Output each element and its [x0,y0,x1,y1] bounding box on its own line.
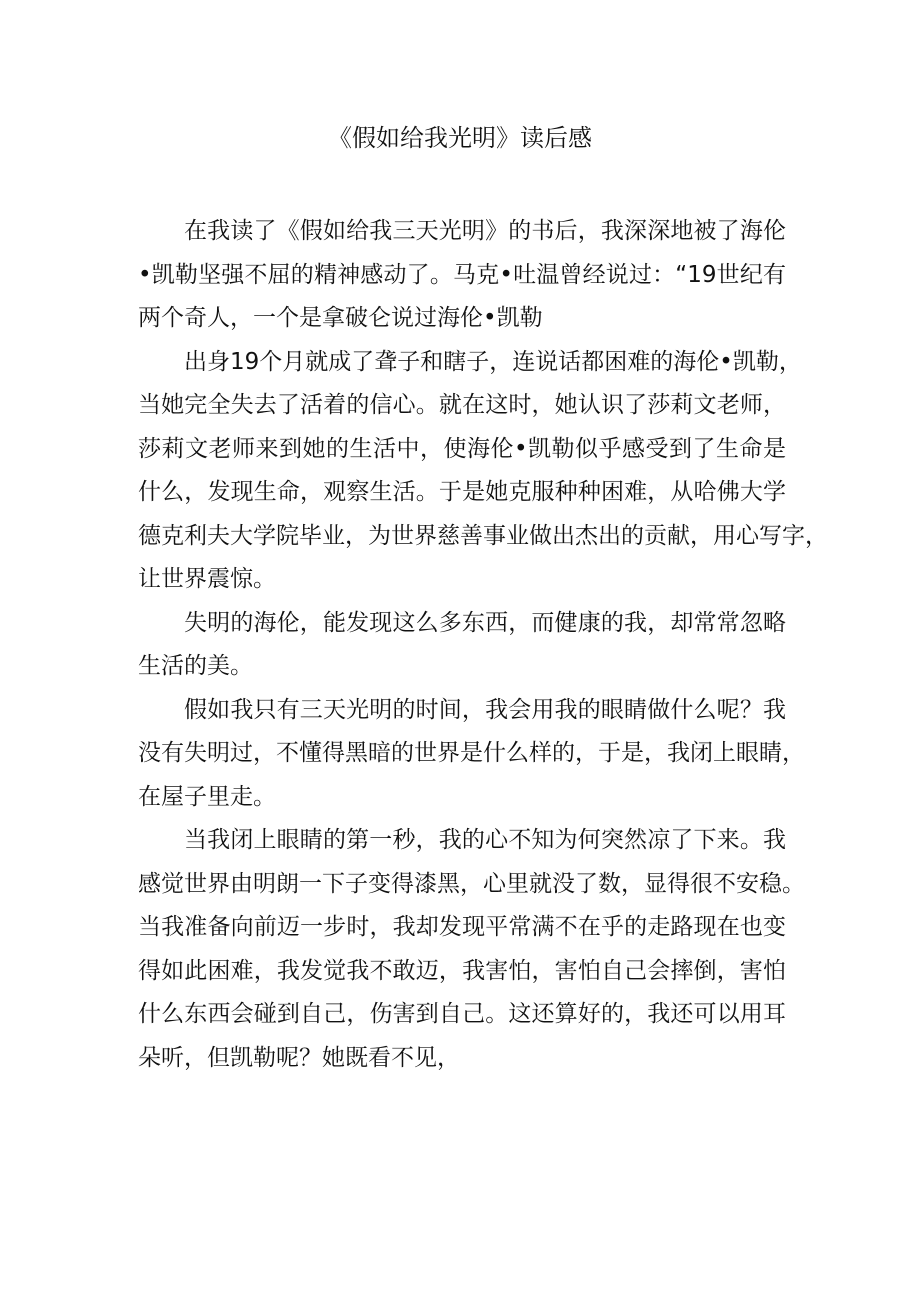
paragraph-line: 失明的海伦，能发现这么多东西，而健康的我，却常常忽略 [184,609,786,636]
paragraph-line: 生活的美。 [138,653,253,679]
paragraph-line: 什么，发现生命，观察生活。于是她克服种种困难，从哈佛大学 [138,479,786,505]
paragraph-line: 在屋子里走。 [138,783,276,810]
paragraph-line: 出身19个月就成了聋子和瞎子，连说话都困难的海伦•凯勒， [184,348,802,375]
paragraph-line: 什么东西会碰到自己，伤害到自己。这还算好的，我还可以用耳 [138,1001,786,1027]
paragraph-line: 没有失明过，不懂得黑暗的世界是什么样的，于是，我闭上眼睛， [138,740,805,766]
paragraph-line: 假如我只有三天光明的时间，我会用我的眼睛做什么呢？我 [184,696,786,723]
paragraph-line: 在我读了《假如给我三天光明》的书后，我深深地被了海伦 [184,218,786,244]
paragraph-line: 两个奇人，一个是拿破仑说过海伦•凯勒 [138,305,543,331]
paragraph-line: 让世界震惊。 [138,566,276,592]
paragraph-line: 朵听，但凯勒呢？她既看不见， [138,1044,460,1071]
paragraph-1 [138,210,786,341]
paragraph-line: 感觉世界由明朗一下子变得漆黑，心里就没了数，显得很不安稳。 [138,870,805,897]
paragraph-line: •凯勒坚强不屈的精神感动了。马克•吐温曾经说过：“19世纪有 [138,261,786,288]
paragraph-line: 得如此困难，我发觉我不敢迈，我害怕，害怕自己会摔倒，害怕 [138,957,786,984]
paragraph-4 [138,689,805,820]
paragraph-line: 德克利夫大学院毕业，为世界慈善事业做出杰出的贡献，用心写字， [138,522,828,549]
paragraph-line: 莎莉文老师来到她的生活中，使海伦•凯勒似乎感受到了生命是 [138,435,786,462]
paragraph-2 [138,341,828,602]
paragraph-line: 当我准备向前迈一步时，我却发现平常满不在乎的走路现在也变 [138,914,786,940]
paragraph-line: 当她完全失去了活着的信心。就在这时，她认识了莎莉文老师， [138,392,786,418]
paragraph-5 [138,819,805,1080]
document-title: 《假如给我光明》读后感 [328,124,592,152]
document-body [138,210,828,1080]
paragraph-line: 当我闭上眼睛的第一秒，我的心不知为何突然凉了下来。我 [184,827,786,853]
paragraph-3 [138,602,786,689]
